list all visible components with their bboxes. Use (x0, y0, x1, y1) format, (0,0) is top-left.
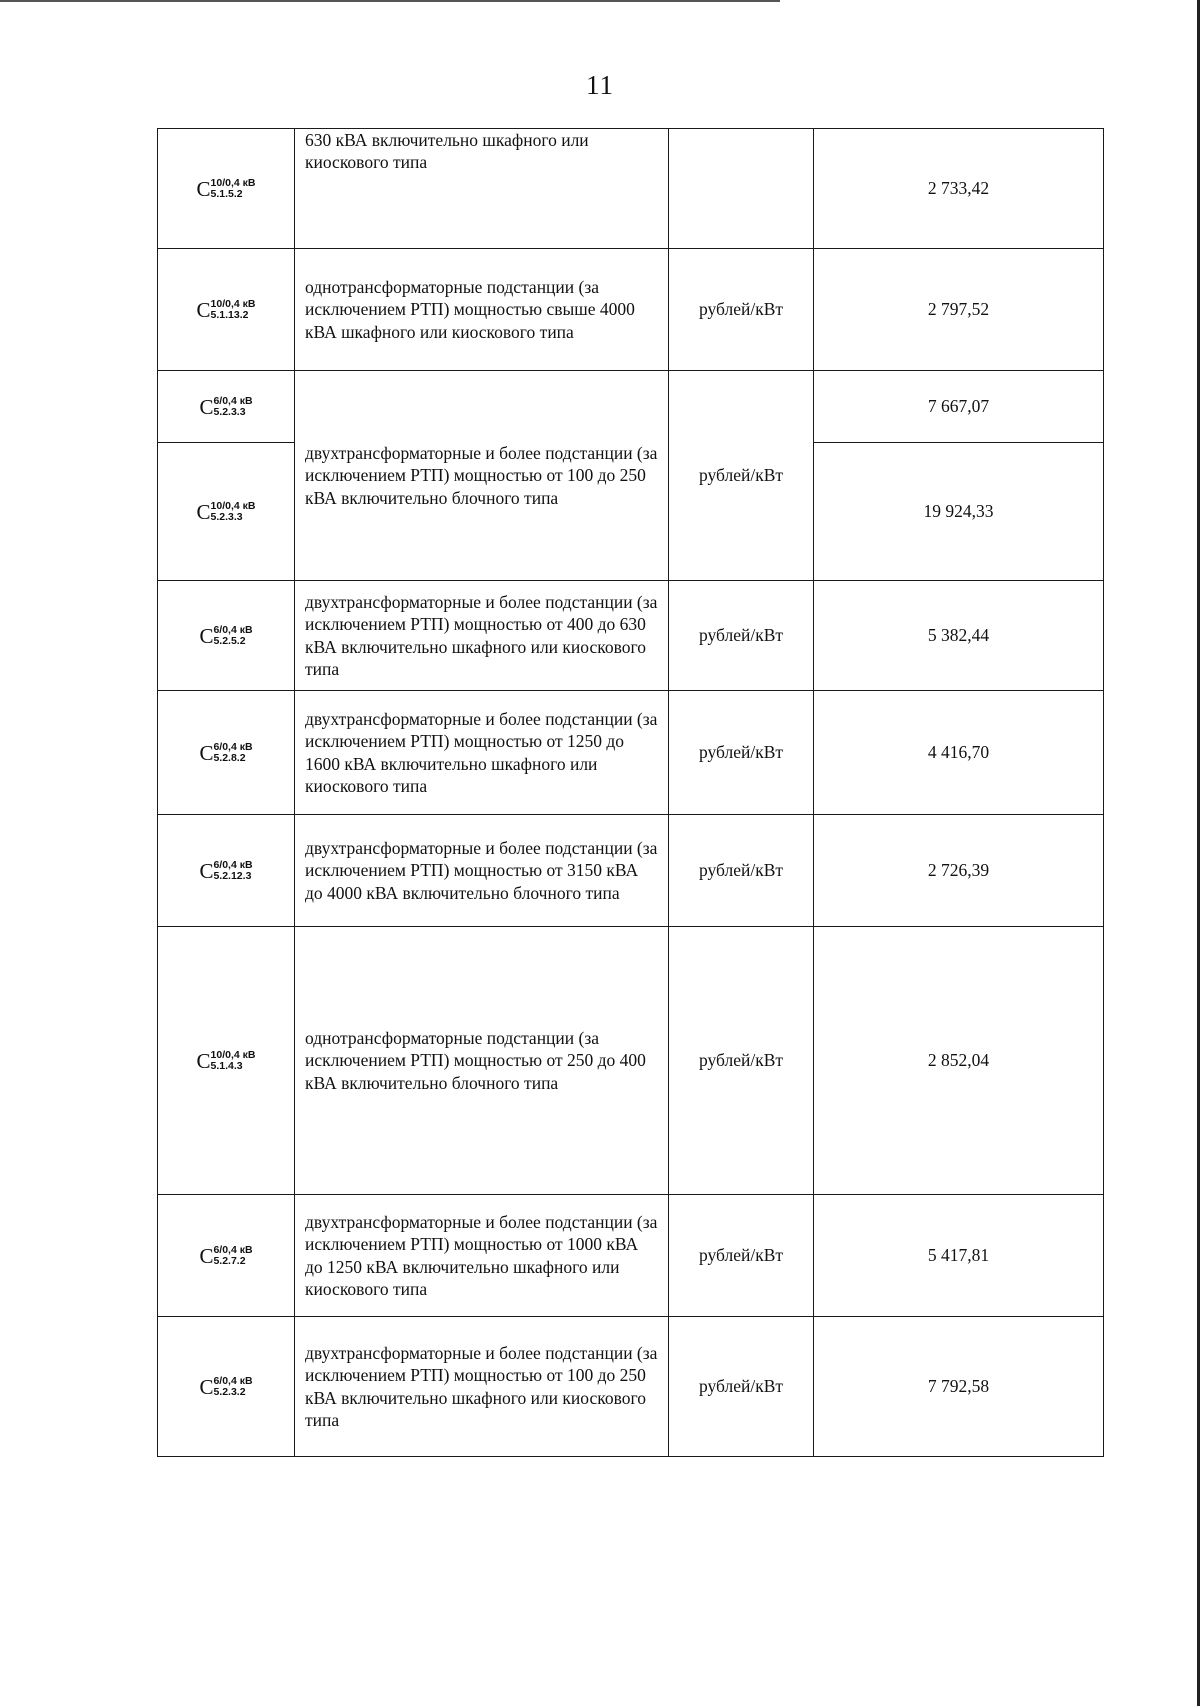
tariff-code-cell (158, 129, 295, 249)
tariff-code-cell (158, 1195, 295, 1317)
tariff-code-cell (158, 581, 295, 691)
unit-cell: рублей/кВт (669, 581, 814, 691)
unit-cell: рублей/кВт (669, 691, 814, 815)
description-cell: двухтрансформаторные и более подстанции (за исключением РТП) мощностью от 400 до 630 кВА включительно шкафного или киоскового типа (295, 581, 669, 691)
value-cell: 4 416,70 (814, 691, 1104, 815)
scan-top-edge (0, 0, 780, 2)
tariff-code-cell (158, 691, 295, 815)
description-cell: двухтрансформаторные и более подстанции (за исключением РТП) мощностью от 1250 до 1600 кВА включительно шкафного или киоскового типа (295, 691, 669, 815)
value-cell: 7 792,58 (814, 1317, 1104, 1457)
value-cell: 2 726,39 (814, 815, 1104, 927)
unit-cell: рублей/кВт (669, 815, 814, 927)
value-cell: 2 852,04 (814, 927, 1104, 1195)
value-cell: 5 417,81 (814, 1195, 1104, 1317)
tariff-code-cell (158, 1317, 295, 1457)
table-row (158, 691, 1104, 815)
table-row (158, 927, 1104, 1195)
page-number: 11 (586, 70, 614, 100)
tariff-code: C 10/0,4 кВ 5.1.13.2 (196, 297, 256, 322)
tariff-code: C 6/0,4 кВ 5.2.12.3 (199, 858, 253, 883)
tariff-code-cell (158, 927, 295, 1195)
table-row (158, 1317, 1104, 1457)
table-row (158, 815, 1104, 927)
tariff-table (157, 128, 1104, 1457)
value-cell: 2 733,42 (814, 129, 1104, 249)
description-cell: двухтрансформаторные и более подстанции (за исключением РТП) мощностью от 3150 кВА до 4000 кВА включительно блочного типа (295, 815, 669, 927)
unit-cell (669, 129, 814, 249)
unit-cell: рублей/кВт (669, 927, 814, 1195)
description-cell: двухтрансформаторные и более подстанции (за исключением РТП) мощностью от 100 до 250 кВА включительно блочного типа (295, 371, 669, 581)
unit-cell: рублей/кВт (669, 1195, 814, 1317)
tariff-code: C 10/0,4 кВ 5.1.5.2 (196, 176, 256, 201)
description-cell: двухтрансформаторные и более подстанции (за исключением РТП) мощностью от 100 до 250 кВА включительно шкафного или киоскового типа (295, 1317, 669, 1457)
table-row (158, 371, 1104, 443)
tariff-code: C 6/0,4 кВ 5.2.5.2 (199, 623, 253, 648)
unit-cell: рублей/кВт (669, 1317, 814, 1457)
description-cell: однотрансформаторные подстанции (за исключением РТП) мощностью от 250 до 400 кВА включительно блочного типа (295, 927, 669, 1195)
tariff-code-cell (158, 815, 295, 927)
tariff-code: C 10/0,4 кВ 5.2.3.3 (196, 499, 256, 524)
value-cell: 5 382,44 (814, 581, 1104, 691)
unit-cell: рублей/кВт (669, 249, 814, 371)
table-row (158, 1195, 1104, 1317)
table-row (158, 129, 1104, 249)
table-row (158, 249, 1104, 371)
tariff-code: C 6/0,4 кВ 5.2.3.3 (199, 394, 253, 419)
value-cell: 2 797,52 (814, 249, 1104, 371)
tariff-code: C 10/0,4 кВ 5.1.4.3 (196, 1048, 256, 1073)
unit-cell: рублей/кВт (669, 371, 814, 581)
tariff-code-cell (158, 443, 295, 581)
description-cell: однотрансформаторные подстанции (за исключением РТП) мощностью свыше 4000 кВА шкафного или киоскового типа (295, 249, 669, 371)
value-cell: 19 924,33 (814, 443, 1104, 581)
tariff-code-cell (158, 249, 295, 371)
table-row (158, 581, 1104, 691)
tariff-code-cell (158, 371, 295, 443)
tariff-code: C 6/0,4 кВ 5.2.3.2 (199, 1374, 253, 1399)
description-cell: двухтрансформаторные и более подстанции (за исключением РТП) мощностью от 1000 кВА до 1250 кВА включительно шкафного или киоскового типа (295, 1195, 669, 1317)
tariff-code: C 6/0,4 кВ 5.2.8.2 (199, 740, 253, 765)
description-cell: 630 кВА включительно шкафного или киоскового типа (295, 129, 669, 249)
tariff-code: C 6/0,4 кВ 5.2.7.2 (199, 1243, 253, 1268)
value-cell: 7 667,07 (814, 371, 1104, 443)
